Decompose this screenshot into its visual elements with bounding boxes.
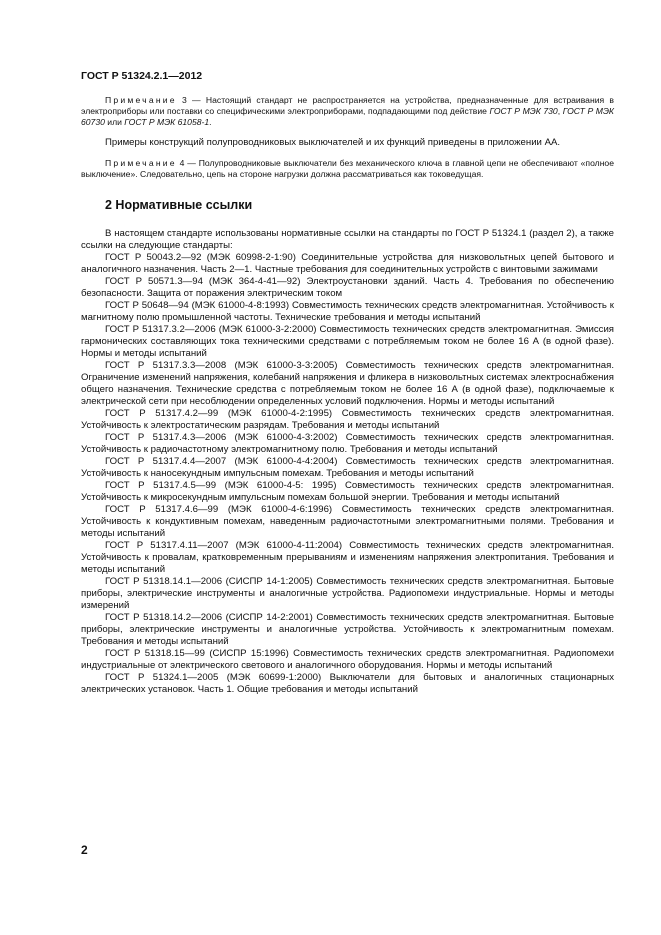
note-3 <box>81 95 614 128</box>
reference-item: ГОСТ Р 51318.14.2—2006 (СИСПР 14-2:2001) Совместимость технических средств электромагнитная. Бытовые приборы, электрические инструменты и аналогичные устройства. Устойчивость к электромагнитным помехам. Требования и методы испытаний <box>81 612 614 647</box>
note-end: . <box>209 117 212 127</box>
reference-list <box>81 252 614 696</box>
reference-item: ГОСТ Р 50648—94 (МЭК 61000-4-8:1993) Совместимость технических средств электромагнитная. Устойчивость к магнитному полю промышленной частоты. Технические требования и методы испытаний <box>81 300 614 323</box>
reference-item: ГОСТ Р 50571.3—94 (МЭК 364-4-41—92) Электроустановки зданий. Часть 4. Требования по обеспечению безопасности. Защита от поражения электрическим током <box>81 276 614 299</box>
reference-item: ГОСТ Р 50043.2—92 (МЭК 60998-2-1:90) Соединительные устройства для низковольтных цепей бытового и аналогичного назначения. Часть 2—1. Частные требования для соединительных устройств с винтовыми зажимами <box>81 252 614 275</box>
reference-item: ГОСТ Р 51317.4.5—99 (МЭК 61000-4-5: 1995) Совместимость технических средств электромагнитная. Устойчивость к микросекундным импульсным помехам большой энергии. Требования и методы испытаний <box>81 480 614 503</box>
note-text: 4 — Полупроводниковые выключатели без механического ключа в главной цепи не обеспечивают «полное выключение». Следовательно, цепь на стороне нагрузки должна рассматриваться как токоведущая. <box>81 158 614 179</box>
reference-item: ГОСТ Р 51317.4.2—99 (МЭК 61000-4-2:1995) Совместимость технических средств электромагнитная. Устойчивость к электростатическим разрядам. Требования и методы испытаний <box>81 408 614 431</box>
reference-item: ГОСТ Р 51317.4.11—2007 (МЭК 61000-4-11:2004) Совместимость технических средств электромагнитная. Устойчивость к провалам, кратковременным прерываниям и изменениям напряжения электропитания. Требования и методы испытаний <box>81 540 614 575</box>
reference-item: ГОСТ Р 51317.4.3—2006 (МЭК 61000-4-3:2002) Совместимость технических средств электромагнитная. Устойчивость к радиочастотному электромагнитному полю. Требования и методы испытаний <box>81 432 614 455</box>
note-label: Примечание <box>105 95 177 105</box>
reference-item: ГОСТ Р 51318.14.1—2006 (СИСПР 14-1:2005) Совместимость технических средств электромагнитная. Бытовые приборы, электрические инструменты и аналогичные устройства. Радиопомехи индустриальные. Нормы и методы измерений <box>81 576 614 611</box>
intro-paragraph: В настоящем стандарте использованы нормативные ссылки на стандарты по ГОСТ Р 51324.1 (раздел 2), а также ссылки на следующие стандарты: <box>81 228 614 251</box>
section-title: 2 Нормативные ссылки <box>105 198 253 212</box>
reference-item: ГОСТ Р 51317.4.6—99 (МЭК 61000-4-6:1996) Совместимость технических средств электромагнитная. Устойчивость к кондуктивным помехам, наведенным радиочастотными электромагнитными полями. Требования и методы испытаний <box>81 504 614 539</box>
reference-item: ГОСТ Р 51324.1—2005 (МЭК 60699-1:2000) Выключатели для бытовых и аналогичных стационарных электрических установок. Часть 1. Общие требования и методы испытаний <box>81 672 614 695</box>
note-reference: ГОСТ Р МЭК 730 <box>489 106 558 116</box>
note-text: 3 — Настоящий стандарт не распространяется на устройства, предназначенные для встраивания в электроприборы или поставки со специфическими электроприборами, подпадающими под действие <box>81 95 614 116</box>
note-label: Примечание <box>105 158 177 168</box>
reference-item: ГОСТ Р 51317.3.3—2008 (МЭК 61000-3-3:2005) Совместимость технических средств электромагнитная. Ограничение изменений напряжения, колебаний напряжения и фликера в низковольтных системах электроснабжения общего назначения. Технические средства с потребляемым током не более 16 А (в одной фазе), подключаемые к электрической сети при несоблюдении определенных условий подключения. Нормы и методы испытаний <box>81 360 614 407</box>
note-separator: или <box>104 117 125 127</box>
note-reference: ГОСТ Р МЭК 61058-1 <box>124 117 210 127</box>
reference-item: ГОСТ Р 51317.3.2—2006 (МЭК 61000-3-2:2000) Совместимость технических средств электромагнитная. Эмиссия гармонических составляющих тока техническими средствами с потребляемым током не более 16 А (в одной фазе). Нормы и методы испытаний <box>81 324 614 359</box>
reference-item: ГОСТ Р 51318.15—99 (СИСПР 15:1996) Совместимость технических средств электромагнитная. Радиопомехи индустриальные от электрического светового и аналогичного оборудования. Нормы и методы испытаний <box>81 648 614 671</box>
note-reference: ГОСТ Р МЭК 60730 <box>81 106 614 127</box>
note-4 <box>81 158 614 180</box>
note-separator: , <box>557 106 563 116</box>
reference-item: ГОСТ Р 51317.4.4—2007 (МЭК 61000-4-4:2004) Совместимость технических средств электромагнитная. Устойчивость к наносекундным импульсным помехам. Требования и методы испытаний <box>81 456 614 479</box>
document-header: ГОСТ Р 51324.2.1—2012 <box>81 70 203 82</box>
examples-paragraph: Примеры конструкций полупроводниковых выключателей и их функций приведены в приложении АА. <box>105 137 561 148</box>
page-number: 2 <box>81 843 88 857</box>
page-content <box>81 95 614 696</box>
